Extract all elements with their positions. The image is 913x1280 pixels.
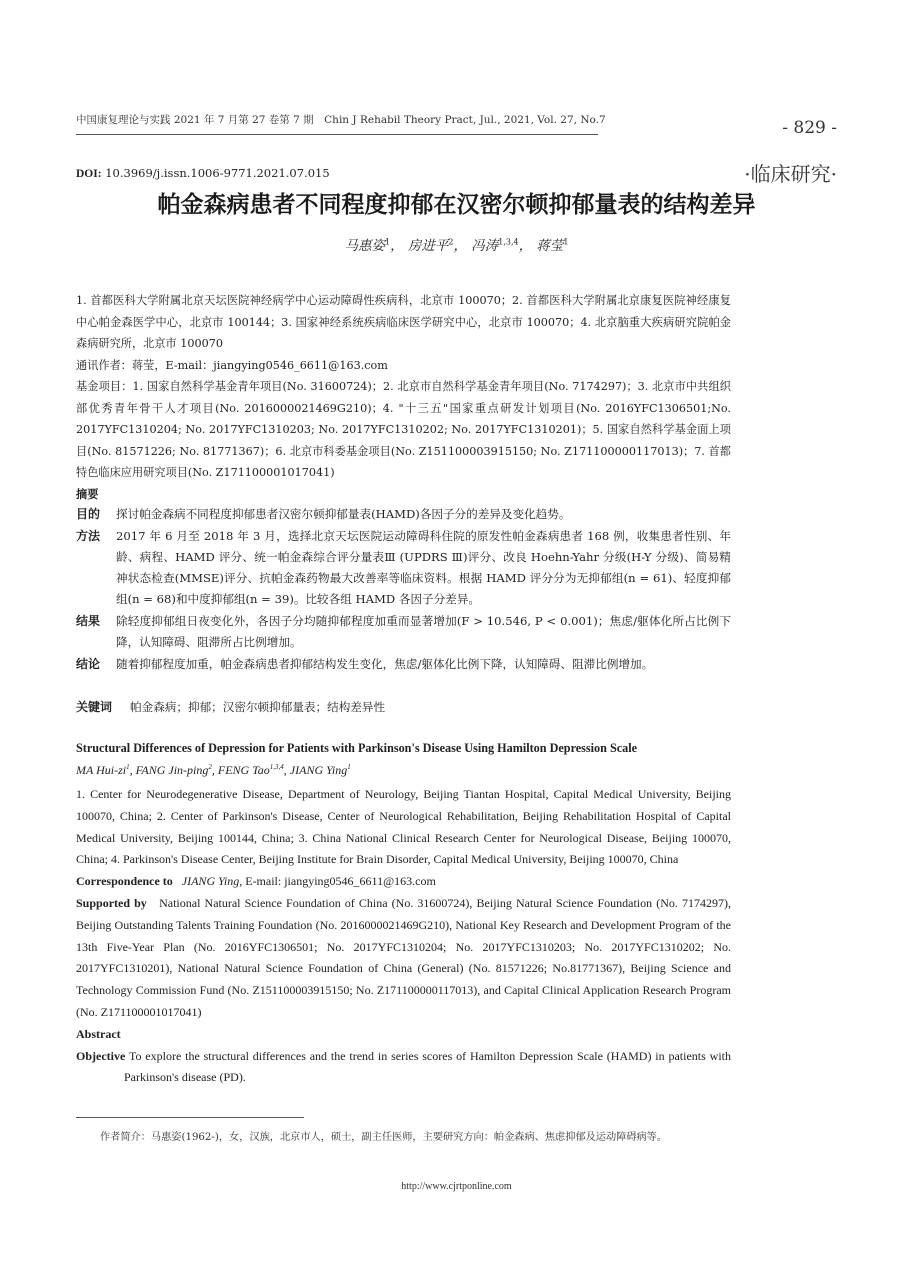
methods-label: 方法 <box>76 529 101 543</box>
author-footnote: 作者简介：马惠姿(1962-)，女，汉族，北京市人，硕士，副主任医师，主要研究方向：帕金森病、焦虑抑郁及运动障碍病等。 <box>100 1132 668 1143</box>
abstract-cn-keywords <box>76 697 731 718</box>
author-en: FENG Tao$^{1,3,4}$ <box>217 763 284 777</box>
methods-text: 2017 年 6 月至 2018 年 3 月，选择北京天坛医院运动障碍科住院的原发性帕金森病患者 168 例，收集患者性别、年龄、病程、HAMD 评分、统一帕金森综合评分量表Ⅲ (UPDRS Ⅲ)评分、改良 Hoehn-Yahr 分级(H-Y 分级)、简易精神状态检查(MMSE)评分、抗帕金森药物最大改善率等临床资料。根据 HAMD 评分分为无抑郁组(n = 61)、轻度抑郁组(n = 68)和中度抑郁组(n = 39)。比较各组 HAMD 各因子分差异。 <box>116 529 731 606</box>
affiliations-en: 1. Center for Neurodegenerative Disease, Department of Neurology, Beijing Tiantan Hospital, Capital Medical University, Beijing 100070, China; 2. Center of Parkinson's Disease, Center of Neurological Rehabilitation, Beijing Rehabilitation Hospital of Capital Medical University, Beijing 100144, China; 3. China National Clinical Research Center for Neurological Disease, Beijing 100070, China; 4. Parkinson's Disease Center, Beijing Institute for Brain Disorder, Capital Medical University, Beijing 100070, China <box>76 787 731 867</box>
abstract-cn-objective <box>76 504 731 525</box>
abstract-en-heading: Abstract <box>76 1026 121 1041</box>
abstract-cn-methods <box>76 526 731 610</box>
authors-en: MA Hui-$zi^1$, FANG Jin-ping$^2$, FENG Tao$^{1,3,4}$, JIANG Ying$^1$ <box>76 763 351 777</box>
doi <box>76 166 330 180</box>
keywords-label: 关键词 <box>76 700 113 714</box>
abstract-cn-results <box>76 611 731 653</box>
doi-value[interactable]: 10.3969/j.issn.1006-9771.2021.07.015 <box>105 166 330 180</box>
authors-cn: 马惠姿$^1$， 房进平$^2$， 冯涛$^{1,3,4}$， 蒋莹$^1$ <box>344 237 569 254</box>
author-en: JIANG Ying$^1$ <box>289 763 351 777</box>
results-label: 结果 <box>76 614 101 628</box>
keywords-text: 帕金森病；抑郁；汉密尔顿抑郁量表；结构差异性 <box>130 700 386 714</box>
objective-en-label: Objective <box>76 1048 126 1063</box>
objective-text: 探讨帕金森病不同程度抑郁患者汉密尔顿抑郁量表(HAMD)各因子分的差异及变化趋势。 <box>116 507 571 521</box>
author-cn: 冯涛$^{1,3,4}$ <box>471 237 519 254</box>
conclusion-label: 结论 <box>76 657 101 671</box>
correspondence-en-label: Correspondence to <box>76 874 173 889</box>
abstract-cn-conclusion <box>76 654 731 675</box>
article-title-en: Structural Differences of Depression for Patients with Parkinson's Disease Using Hamilton Depression Scale <box>76 741 638 755</box>
funding-en-text: National Natural Science Foundation of China (No. 31600724), Beijing Natural Science Foundation (No. 7174297), Beijing Outstanding Talents Training Foundation (No. 2016000021469G210), National Key Research and Development Program of the 13th Five-Year Plan (No. 2016YFC1306501; No. 2017YFC1310204; No. 2017YFC1310203; No. 2017YFC1310202; No. 2017YFC1310201), National Natural Science Foundation of China (General) (No. 81571226; No.81771367), Beijing Science and Technology Commission Fund (No. Z151100003915150; No. Z171100000117013), and Capital Clinical Application Research Program (No. Z171100001017041) <box>76 895 731 1019</box>
affiliations-cn: 1. 首都医科大学附属北京天坛医院神经病学中心运动障碍性疾病科，北京市 100070；2. 首都医科大学附属北京康复医院神经康复中心帕金森医学中心，北京市 100144；3. 国家神经系统疾病临床医学研究中心，北京市 100070；4. 北京脑重大疾病研究院帕金森病研究所，北京市 100070 <box>76 294 731 350</box>
funding-cn: 基金项目：1. 国家自然科学基金青年项目(No. 31600724)；2. 北京市自然科学基金青年项目(No. 7174297)；3. 北京市中共组织部优秀青年骨干人才项目(No. 2016000021469G210)；4. "十三五"国家重点研发计划项目(No. 2016YFC1306501;No. 2017YFC1310204; No. 2017YFC1310203; No. 2017YFC1310202; No. 2017YFC1310201)；5. 国家自然科学基金面上项目(No. 81571226; No. 81771367)；6. 北京市科委基金项目(No. Z151100003915150; No. Z171100000117013)；7. 首都特色临床应用研究项目(No. Z171100001017041) <box>76 380 731 479</box>
page-number: - 829 - <box>782 118 837 138</box>
correspondence-en-email[interactable]: E-mail: jiangying0546_6611@163.com <box>245 874 436 889</box>
correspondence-en-name: JIANG Ying, <box>181 874 243 889</box>
running-head: 中国康复理论与实践 2021 年 7 月第 27 卷第 7 期 Chin J Rehabil Theory Pract, Jul., 2021, Vol. 27, No.7 <box>76 112 598 135</box>
funding-en-label: Supported by <box>76 895 147 910</box>
abstract-cn-heading: 摘要 <box>76 487 99 501</box>
conclusion-text: 随着抑郁程度加重，帕金森病患者抑郁结构发生变化，焦虑/躯体化比例下降，认知障碍、阻滞比例增加。 <box>116 657 654 671</box>
objective-label: 目的 <box>76 507 101 521</box>
article-title-cn: 帕金森病患者不同程度抑郁在汉密尔顿抑郁量表的结构差异 <box>157 192 756 218</box>
correspondence-cn: 通讯作者：蒋莹，E-mail：jiangying0546_6611@163.com <box>76 358 388 372</box>
footer-url[interactable]: http://www.cjrtponline.com <box>401 1181 512 1192</box>
abstract-en-objective <box>76 1046 731 1090</box>
author-en: FANG Jin-ping$^2$ <box>135 763 212 777</box>
correspondence-en <box>76 871 731 893</box>
funding-en <box>76 893 731 1024</box>
results-text: 除轻度抑郁组日夜变化外，各因子分均随抑郁程度加重而显著增加(F > 10.546, P < 0.001)；焦虑/躯体化所占比例下降，认知障碍、阻滞所占比例增加。 <box>116 614 731 649</box>
doi-label: DOI: <box>76 168 102 180</box>
author-cn: 马惠姿$^1$ <box>344 237 391 254</box>
author-cn: 蒋莹$^1$ <box>536 237 569 254</box>
footnote-rule <box>76 1117 304 1118</box>
section-label: ·临床研究· <box>744 162 837 186</box>
affiliations-cn-block <box>76 290 731 505</box>
author-en: MA Hui-$zi^1$ <box>76 763 130 777</box>
objective-en-text: To explore the structural differences and the trend in series scores of Hamilton Depression Scale (HAMD) in patients with Parkinson's disease (PD). <box>124 1048 731 1085</box>
affiliations-en-block <box>76 784 731 1089</box>
author-cn: 房进平$^2$ <box>407 237 454 254</box>
